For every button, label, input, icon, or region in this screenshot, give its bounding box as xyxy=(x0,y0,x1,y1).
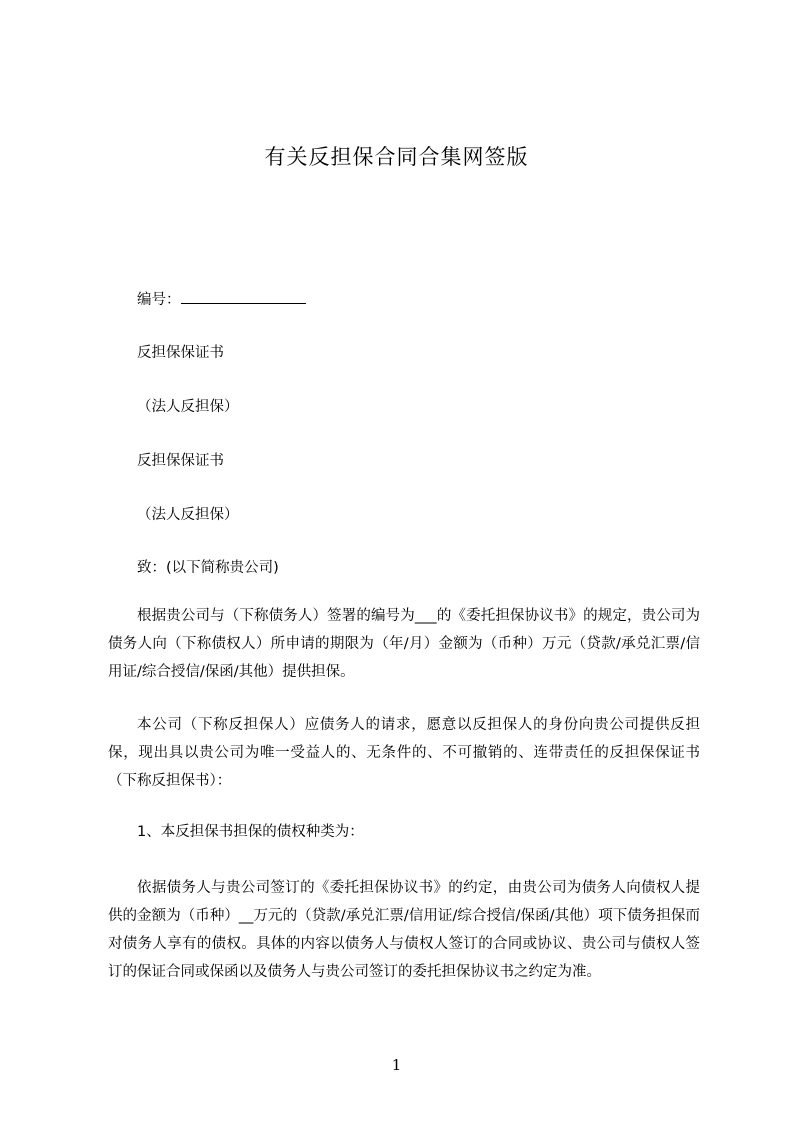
paragraph-claim-scope: 依据债务人与贵公司签订的《委托担保协议书》的约定，由贵公司为债务人向债权人提供的金额为（币种）__万元的（贷款/承兑汇票/信用证/综合授信/保函/其他）项下债务担保而对债务人享有的债权。具体的内容以债务人与债权人签订的合同或协议、贵公司与债权人签订的保证合同或保函以及债务人与贵公司签订的委托担保协议书之约定为准。 xyxy=(108,880,700,980)
paragraph-guarantee-basis: 根据贵公司与（下称债务人）签署的编号为___的《委托担保协议书》的规定，贵公司为债务人向（下称债权人）所申请的期限为（年/月）金额为（币种）万元（贷款/承兑汇票/信用证/综合授信/保函/其他）提供担保。 xyxy=(108,608,700,680)
page-title: 有关反担保合同合集网签版 xyxy=(264,145,529,169)
document-number-line xyxy=(137,290,306,310)
subheading-legal-person-repeat: （法人反担保） xyxy=(137,507,239,523)
addressee-line: 致：(以下简称贵公司) xyxy=(137,560,279,576)
page-number: 1 xyxy=(391,1056,402,1074)
subheading-legal-person: （法人反担保） xyxy=(137,399,239,415)
clause-1-heading: 1、本反担保书担保的债权种类为： xyxy=(137,824,364,840)
paragraph-counter-guarantor: 本公司（下称反担保人）应债务人的请求，愿意以反担保人的身份向贵公司提供反担保，现出具以贵公司为唯一受益人的、无条件的、不可撤销的、连带责任的反担保保证书（下称反担保书）： xyxy=(108,717,700,789)
heading-guarantee-letter-repeat: 反担保保证书 xyxy=(137,453,224,469)
heading-guarantee-letter: 反担保保证书 xyxy=(137,345,224,361)
number-blank xyxy=(181,290,306,304)
number-label: 编号： xyxy=(137,292,181,308)
